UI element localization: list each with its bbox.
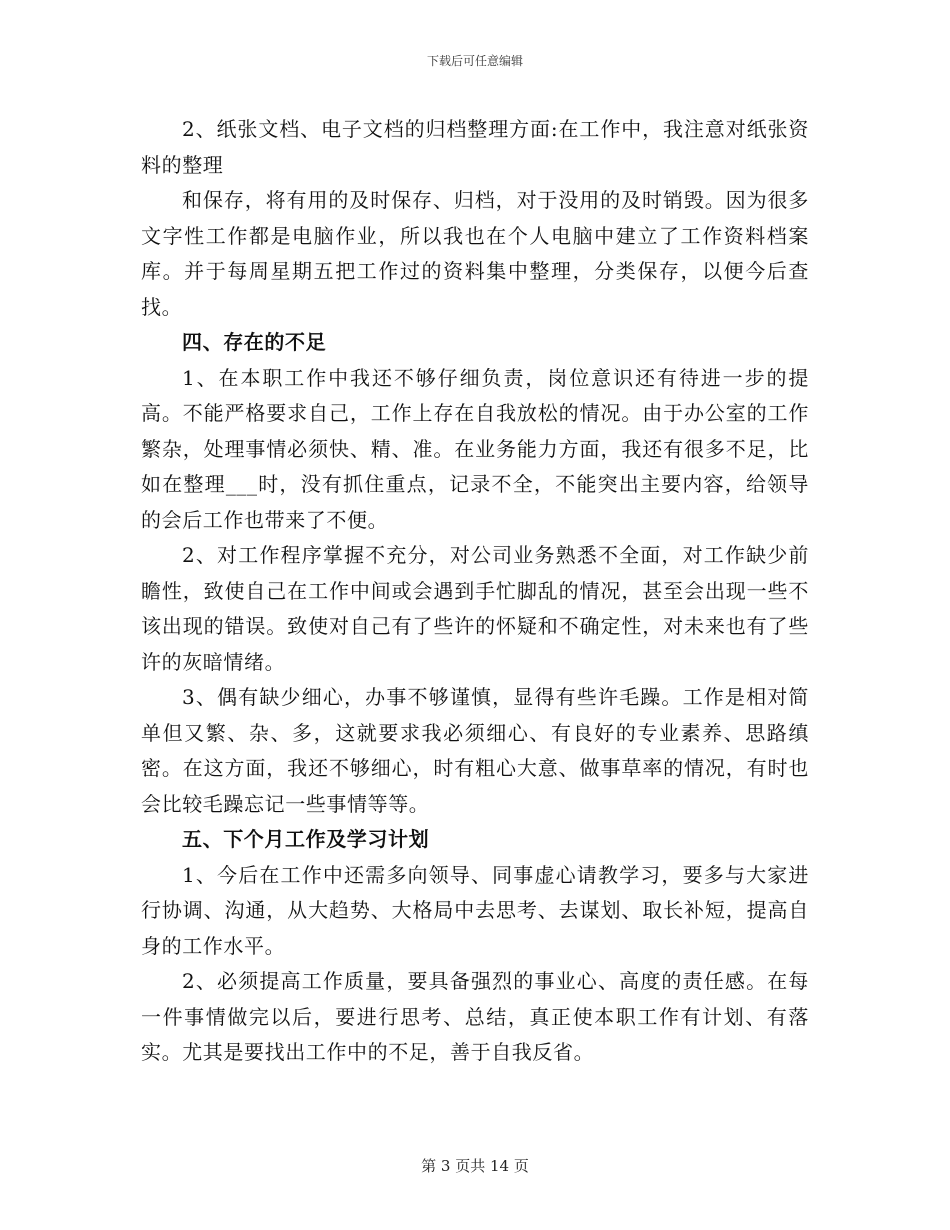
- section-heading-shortcomings: 四、存在的不足: [182, 330, 327, 354]
- page-header: 下载后可任意编辑: [426, 54, 523, 68]
- paragraph-shortcoming-3: 3、偶有缺少细心，办事不够谨慎，显得有些许毛躁。工作是相对简单但又繁、杂、多，这就要求我必须细心、有良好的专业素养、思路缜密。在这方面，我还不够细心，时有粗心大意、做事草率的情况，有时也会比较毛躁忘记一些事情等等。: [141, 685, 809, 816]
- section-heading-next-month-plan: 五、下个月工作及学习计划: [182, 827, 430, 851]
- paragraph-shortcoming-2: 2、对工作程序掌握不充分，对公司业务熟悉不全面，对工作缺少前瞻性，致使自己在工作中间或会遇到手忙脚乱的情况，甚至会出现一些不该出现的错误。致使对自己有了些许的怀疑和不确定性，对未来也有了些许的灰暗情绪。: [141, 543, 809, 674]
- document-body: [141, 112, 809, 1071]
- paragraph-plan-2: 2、必须提高工作质量，要具备强烈的事业心、高度的责任感。在每一件事情做完以后，要进行思考、总结，真正使本职工作有计划、有落实。尤其是要找出工作中的不足，善于自我反省。: [141, 969, 809, 1064]
- paragraph-plan-1: 1、今后在工作中还需多向领导、同事虚心请教学习，要多与大家进行协调、沟通，从大趋势、大格局中去思考、去谋划、取长补短，提高自身的工作水平。: [141, 862, 809, 958]
- page-footer-page-number: 第 3 页共 14 页: [421, 1157, 529, 1175]
- paragraph-shortcoming-1: 1、在本职工作中我还不够仔细负责，岗位意识还有待进一步的提高。不能严格要求自己，工作上存在自我放松的情况。由于办公室的工作繁杂，处理事情必须快、精、准。在业务能力方面，我还有很多不足，比如在整理___时，没有抓住重点，记录不全，不能突出主要内容，给领导的会后工作也带来了不便。: [141, 365, 809, 532]
- paragraph-archiving-part2: 和保存，将有用的及时保存、归档，对于没用的及时销毁。因为很多文字性工作都是电脑作业，所以我也在个人电脑中建立了工作资料档案库。并于每周星期五把工作过的资料集中整理，分类保存，以便今后查找。: [141, 188, 809, 319]
- paragraph-archiving-part1: 2、纸张文档、电子文档的归档整理方面:在工作中，我注意对纸张资料的整理: [141, 117, 809, 177]
